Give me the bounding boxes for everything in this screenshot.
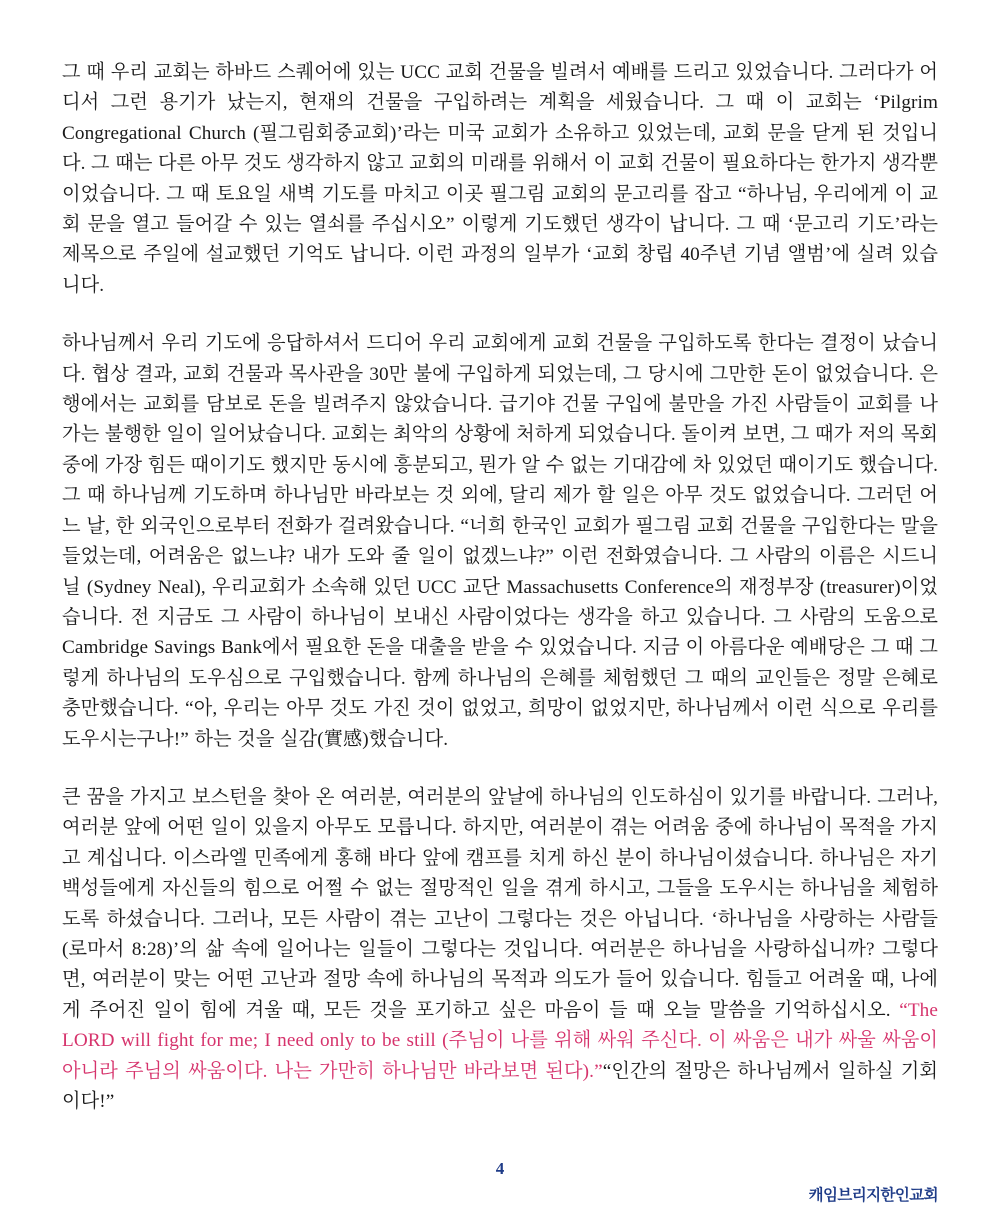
paragraph-2-text: 하나님께서 우리 기도에 응답하셔서 드디어 우리 교회에게 교회 건물을 구입하도록 한다는 결정이 났습니다. 협상 결과, 교회 건물과 목사관을 30만 불에 구입하게 되었는데, 그 당시에 그만한 돈이 없었습니다. 은행에서는 교회를 담보로 돈을 빌려주지 않았습니다. 급기야 건물 구입에 불만을 가진 사람들이 교회를 나가는 불행한 일이 일어났습니다. 교회는 최악의 상황에 처하게 되었습니다. 돌이켜 보면, 그 때가 저의 목회 중에 가장 힘든 때이기도 했지만 동시에 흥분되고, 뭔가 알 수 없는 기대감에 차 있었던 때이기도 했습니다. 그 때 하나님께 기도하며 하나님만 바라보는 것 외에, 달리 제가 할 일은 아무 것도 없었습니다. 그러던 어느 날, 한 외국인으로부터 전화가 걸려왔습니다. “너희 한국인 교회가 필그림 교회 건물을 구입한다는 말을 들었는데, 어려움은 없느냐? 내가 도와 줄 일이 없겠느냐?” 이런 전화였습니다. 그 사람의 이름은 시드니 닐 (Sydney Neal), 우리교회가 소속해 있던 UCC 교단 Massachusetts Conference의 재정부장 (treasurer)이었습니다. 전 지금도 그 사람이 하나님이 보내신 사람이었다는 생각을 하고 있습니다. 그 사람의 도움으로 Cambridge Savings Bank에서 필요한 돈을 대출을 받을 수 있었습니다. 지금 이 아름다운 예배당은 그 때 그렇게 하나님의 도우심으로 구입했습니다. 함께 하나님의 은혜를 체험했던 그 때의 교인들은 정말 은혜로 충만했습니다. “아, 우리는 아무 것도 가진 것이 없었고, 희망이 없었지만, 하나님께서 이런 식으로 우리를 도우시는구나!” 하는 것을 실감(實感)했습니다. [62, 333, 938, 750]
page-number: 4 [495, 1159, 505, 1178]
paragraph-3-closing-quote: “인간의 절망은 하나님께서 일하실 기회이다!” [62, 1060, 939, 1112]
paragraph-3-highlighted-quote: “The LORD will fight for me; I need only to be still (주님이 나를 위해 싸워 주신다. 이 싸움은 내가 싸울 싸움이 아니라 주님의 싸움이다. 나는 가만히 하나님만 바라보면 된다).” [62, 999, 938, 1082]
paragraph-1-text: 그 때 우리 교회는 하바드 스퀘어에 있는 UCC 교회 건물을 빌려서 예배를 드리고 있었습니다. 그러다가 어디서 그런 용기가 났는지, 현재의 건물을 구입하려는 계획을 세웠습니다. 그 때 이 교회는 ‘Pilgrim Congregational Church (필그림회중교회)’라는 미국 교회가 소유하고 있었는데, 교회 문을 닫게 된 것입니다. 그 때는 다른 아무 것도 생각하지 않고 교회의 미래를 위해서 이 교회 건물이 필요하다는 한가지 생각뿐이었습니다. 그 때 토요일 새벽 기도를 마치고 이곳 필그림 교회의 문고리를 잡고 “하나님, 우리에게 이 교회 문을 열고 들어갈 수 있는 열쇠를 주십시오” 이렇게 기도했던 생각이 납니다. 그 때 ‘문고리 기도’라는 제목으로 주일에 설교했던 기억도 납니다. 이런 과정의 일부가 ‘교회 창립 40주년 기념 앨범’에 실려 있습니다. [62, 62, 938, 296]
body-paragraph-1 [62, 58, 938, 301]
footer-church-name: 캐임브리지한인교회 [808, 1187, 938, 1204]
body-paragraph-3 [62, 783, 938, 1117]
paragraph-3-text: 큰 꿈을 가지고 보스턴을 찾아 온 여러분, 여러분의 앞날에 하나님의 인도하심이 있기를 바랍니다. 그러나, 여러분 앞에 어떤 일이 있을지 아무도 모릅니다. 하지만, 여러분이 겪는 어려움 중에 하나님이 목적을 가지고 계십니다. 이스라엘 민족에게 홍해 바다 앞에 캠프를 치게 하신 분이 하나님이셨습니다. 하나님은 자기 백성들에게 자신들의 힘으로 어쩔 수 없는 절망적인 일을 겪게 하시고, 그들을 도우시는 하나님을 체험하도록 하셨습니다. 그러나, 모든 사람이 겪는 고난이 그렇다는 것은 아닙니다. ‘하나님을 사랑하는 사람들 (로마서 8:28)’의 삶 속에 일어나는 일들이 그렇다는 것입니다. 여러분은 하나님을 사랑하십니까? 그렇다면, 여러분이 맞는 어떤 고난과 절망 속에 하나님의 목적과 의도가 들어 있습니다. 힘들고 어려울 때, 나에게 주어진 일이 힘에 겨울 때, 모든 것을 포기하고 싶은 마음이 들 때 오늘 말씀을 기억하십시오. [62, 786, 938, 1021]
body-paragraph-2 [62, 329, 938, 755]
page-footer [0, 1159, 1000, 1204]
